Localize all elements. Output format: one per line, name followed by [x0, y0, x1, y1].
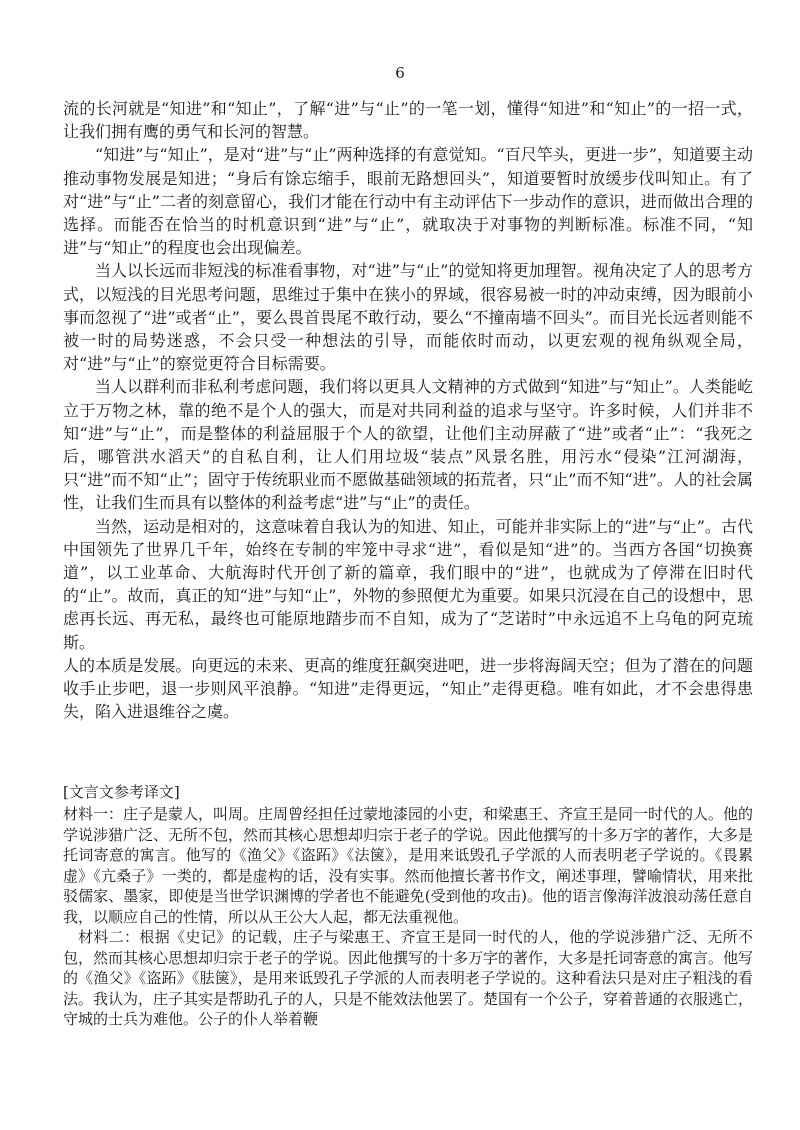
essay-paragraph-3: 当人以长远而非短浅的标准看事物，对“进”与“止”的觉知将更加理智。视角决定了人的思考方式，以短浅的目光思考问题，思维过于集中在狭小的界域，很容易被一时的冲动束缚，因为眼前小事而忽视了“进”或者“止”，要么畏首畏尾不敢行动，要么“不撞南墙不回头”。而目光长远者则能不被一时的局势迷惑，不会只受一种想法的引导，而能依时而动，以更宏观的视角纵观全局，对“进”与“止”的察觉更符合目标需要。 — [63, 261, 753, 374]
essay-paragraph-2: “知进”与“知止”，是对“进”与“止”两种选择的有意觉知。“百尺竿头，更进一步”，知道要主动推动事物发展是知进；“身后有馀忘缩手，眼前无路想回头”，知道要暂时放缓步伐叫知止。有了对“进”与“止”二者的刻意留心，我们才能在行动中有主动评估下一步动作的意识，进而做出合理的选择。而能否在恰当的时机意识到“进”与“止”，就取决于对事物的判断标准。标准不同，“知进”与“知止”的程度也会出现偏差。 — [63, 145, 753, 258]
reference-material-2: 材料二：根据《史记》的记载，庄子与梁惠王、齐宣王是同一时代的人，他的学说涉猎广泛、无所不包，然而其核心思想却归宗于老子的学说。因此他撰写的十多万字的著作，大多是托词寄意的寓言。他写的《渔父》《盗跖》《胠箧》，是用来诋毁孔子学派的人而表明老子学说的。这种看法只是对庄子粗浅的看法。我认为，庄子其实是帮助孔子的人，只是不能效法他罢了。楚国有一个公子，穿着普通的衣服逃亡，守城的士兵为难他。公子的仆人举着鞭 — [63, 928, 754, 1028]
essay-body — [63, 97, 753, 723]
essay-paragraph-6: 人的本质是发展。向更远的未来、更高的维度狂飙突进吧，进一步将海阔天空；但为了潜在的问题收手止步吧，退一步则风平浪静。“知进”走得更远，“知止”走得更稳。唯有如此，才不会患得患失，陷入进退维谷之虞。 — [63, 655, 753, 722]
reference-heading: [文言文参考译文] — [63, 783, 180, 801]
reference-translation-section — [63, 782, 753, 1030]
page-number: 6 — [395, 64, 405, 82]
essay-paragraph-5: 当然，运动是相对的，这意味着自我认为的知进、知止，可能并非实际上的“进”与“止”。古代中国领先了世界几千年，始终在专制的牢笼中寻求“进”，看似是知“进”的。当西方各国“切换赛道”，以工业革命、大航海时代开创了新的篇章，我们眼中的“进”，也就成为了停滞在旧时代的“止”。故而，真正的知“进”与知“止”，外物的参照便尤为重要。如果只沉浸在自己的设想中，思虑再长远、再无私，最终也可能原地踏步而不自知，成为了“芝诺时”中永远追不上乌龟的阿克琉斯。 — [63, 516, 753, 652]
essay-paragraph-1: 流的长河就是“知进”和“知止”，了解“进”与“止”的一笔一划，懂得“知进”和“知止”的一招一式，让我们拥有鹰的勇气和长河的智慧。 — [63, 99, 753, 142]
essay-paragraph-4: 当人以群利而非私利考虑问题，我们将以更具人文精神的方式做到“知进”与“知止”。人类能屹立于万物之林，靠的绝不是个人的强大，而是对共同利益的追求与坚守。许多时候，人们并非不知“进”与“止”，而是整体的利益屈服于个人的欲望，让他们主动屏蔽了“进”或者“止”：“我死之后，哪管洪水滔天”的自私自利，让人们用垃圾“装点”风景名胜，用污水“侵染”江河湖海，只“进”而不知“止”；固守于传统职业而不愿做基础领域的拓荒者，只“止”而不知“进”。人的社会属性，让我们生而具有以整体的利益考虑“进”与“止”的责任。 — [63, 377, 753, 513]
reference-material-1: 材料一：庄子是蒙人，叫周。庄周曾经担任过蒙地漆园的小吏，和梁惠王、齐宣王是同一时代的人。他的学说涉猎广泛、无所不包，然而其核心思想却归宗于老子的学说。因此他撰写的十多万字的著作，大多是托词寄意的寓言。他写的《渔父》《盗跖》《法箧》，是用来诋毁孔子学派的人而表明老子学说的。《畏累虚》《亢桑子》一类的，都是虚构的话，没有实事。然而他擅长著书作文，阐述事理，譬喻情状，用来批驳儒家、墨家，即使是当世学识渊博的学者也不能避免(受到他的攻击)。他的语言像海洋波浪动荡任意自我，以顺应自己的性情，所以从王公大人起，都无法重视他。 — [63, 805, 754, 926]
